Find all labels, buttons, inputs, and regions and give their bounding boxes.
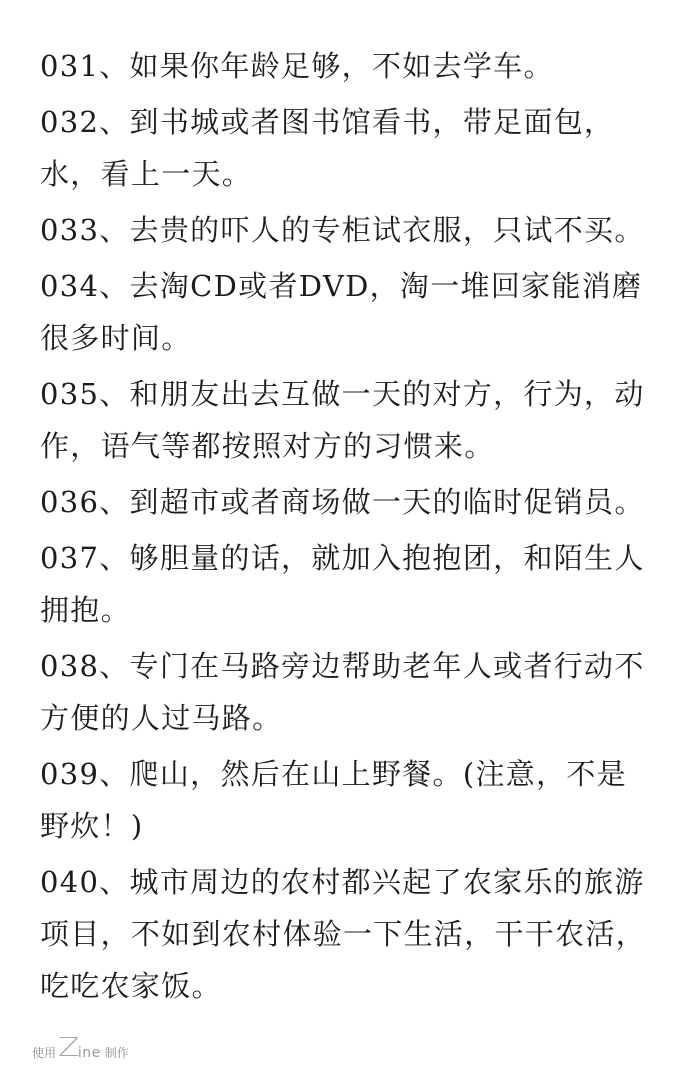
- list-item-040: 040、城市周边的农村都兴起了农家乐的旅游项目，不如到农村体验一下生活，干干农活，吃吃农家饭。: [40, 865, 647, 1003]
- zine-logo-z: Z: [58, 1033, 80, 1063]
- list-item-032: 032、到书城或者图书馆看书，带足面包，水，看上一天。: [40, 105, 615, 191]
- list-item-035: 035、和朋友出去互做一天的对方，行为，动作，语气等都按照对方的习惯来。: [40, 377, 645, 463]
- list-item-034: 034、去淘CD或者DVD，淘一堆回家能消磨很多时间。: [40, 269, 643, 355]
- document-body: [40, 40, 655, 1016]
- list-item-038: 038、专门在马路旁边帮助老年人或者行动不方便的人过马路。: [40, 649, 645, 735]
- zine-logo: [60, 1035, 101, 1061]
- watermark-footer: [32, 1035, 129, 1061]
- list-item-037: 037、够胆量的话，就加入抱抱团，和陌生人拥抱。: [40, 541, 645, 627]
- zine-logo-text: ine: [77, 1045, 101, 1061]
- list-item-036: 036、到超市或者商场做一天的临时促销员。: [40, 485, 645, 519]
- footer-prefix: 使用: [32, 1046, 57, 1060]
- list-item-033: 033、去贵的吓人的专柜试衣服，只试不买。: [40, 213, 645, 247]
- list-item-031: 031、如果你年龄足够，不如去学车。: [40, 49, 554, 83]
- list-item-039: 039、爬山，然后在山上野餐。(注意，不是野炊！): [40, 757, 627, 843]
- footer-suffix: 制作: [104, 1046, 129, 1060]
